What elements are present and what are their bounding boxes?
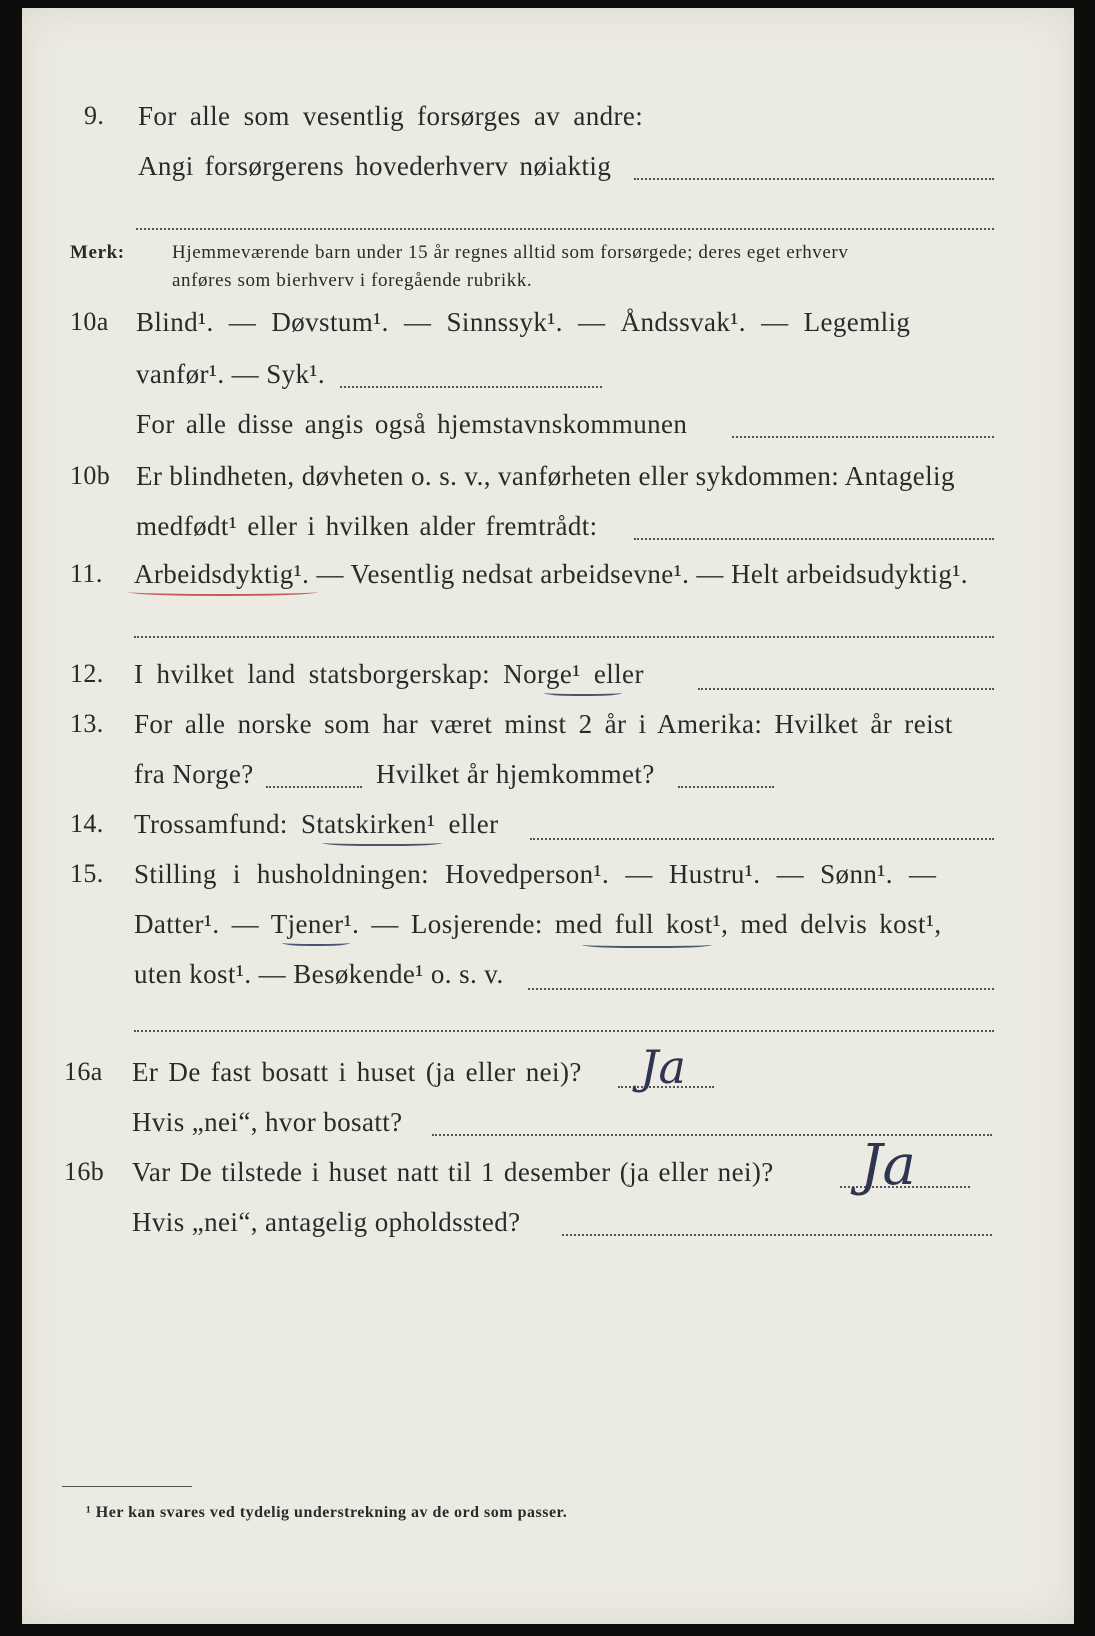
footnote-rule — [62, 1486, 192, 1487]
q10a-line2: vanfør¹. — Syk¹. — [136, 359, 326, 389]
q10b-answer-line[interactable] — [634, 538, 994, 540]
q14-line1: Trossamfund: Statskirken¹ eller — [134, 809, 499, 839]
q14-number: 14. — [70, 809, 104, 838]
census-form-page — [22, 8, 1074, 1624]
q9-number: 9. — [84, 101, 105, 130]
q16b-line2: Hvis „nei“, antagelig opholdssted? — [132, 1207, 521, 1237]
q16a-handwritten-answer: Ja — [640, 1040, 686, 1094]
q16b-line1: Var De tilstede i huset natt til 1 desember (ja eller nei)? — [132, 1157, 774, 1187]
q9-line1: For alle som vesentlig forsørges av andre: — [138, 101, 644, 131]
q12-number: 12. — [70, 659, 104, 688]
q15-line1: Stilling i husholdningen: Hovedperson¹. — Hustru¹. — Sønn¹. — — [134, 859, 937, 889]
q15-tjener-mark — [282, 938, 350, 946]
q9-line2: Angi forsørgerens hovederhverv nøiaktig — [138, 151, 612, 181]
q15-answer-line[interactable] — [528, 988, 994, 990]
q10b-line2: medfødt¹ eller i hvilken alder fremtrådt: — [136, 511, 598, 541]
q11-line1: Arbeidsdyktig¹. — Vesentlig nedsat arbeidsevne¹. — Helt arbeidsudyktig¹. — [134, 559, 968, 589]
footnote-text: ¹ Her kan svares ved tydelig understrekning av de ord som passer. — [86, 1504, 568, 1521]
q13-line2b: Hvilket år hjemkommet? — [376, 759, 655, 789]
q11-number: 11. — [70, 559, 103, 588]
q16b-opphold-line[interactable] — [562, 1234, 992, 1236]
q14-answer-line[interactable] — [530, 838, 994, 840]
q10b-number: 10b — [70, 461, 111, 490]
q15-number: 15. — [70, 859, 104, 888]
q13-line1: For alle norske som har været minst 2 år i Amerika: Hvilket år reist — [134, 709, 953, 739]
q15-line2: Datter¹. — Tjener¹. — Losjerende: med full kost¹, med delvis kost¹, — [134, 909, 942, 939]
q10a-line1: Blind¹. — Døvstum¹. — Sinnssyk¹. — Åndssvak¹. — Legemlig — [136, 307, 911, 337]
merk-line1: Hjemmeværende barn under 15 år regnes alltid som forsørgede; deres eget erhverv — [172, 242, 849, 263]
q10b-line1: Er blindheten, døvheten o. s. v., vanførheten eller sykdommen: Antagelig — [136, 461, 955, 491]
q15-fullkost-mark — [582, 940, 712, 948]
q11-extra-line[interactable] — [134, 636, 994, 638]
q9-extra-line[interactable] — [136, 228, 994, 230]
q10a-number: 10a — [70, 307, 109, 336]
q12-underline-mark — [544, 688, 622, 696]
q13-number: 13. — [70, 709, 104, 738]
q16a-number: 16a — [64, 1057, 103, 1086]
merk-label: Merk: — [70, 242, 125, 263]
q16b-number: 16b — [64, 1157, 105, 1186]
q12-answer-line[interactable] — [698, 688, 994, 690]
q9-answer-line[interactable] — [634, 178, 994, 180]
q16a-line1: Er De fast bosatt i huset (ja eller nei)? — [132, 1057, 582, 1087]
q16b-handwritten-answer: Ja — [860, 1133, 916, 1198]
merk-line2: anføres som bierhverv i foregående rubrikk. — [172, 270, 533, 291]
q15-line3: uten kost¹. — Besøkende¹ o. s. v. — [134, 959, 504, 989]
q10a-line3: For alle disse angis også hjemstavnskommunen — [136, 409, 688, 439]
q13-line2a: fra Norge? — [134, 759, 254, 789]
q10a-answer-line[interactable] — [340, 386, 602, 388]
q10a-kommune-line[interactable] — [732, 436, 994, 438]
q16a-line2: Hvis „nei“, hvor bosatt? — [132, 1107, 403, 1137]
q14-underline-mark — [322, 838, 442, 846]
q13-hjem-line[interactable] — [678, 786, 774, 788]
q15-extra-line[interactable] — [134, 1030, 994, 1032]
q11-underline-mark — [128, 588, 318, 596]
q13-reist-line[interactable] — [266, 786, 362, 788]
q12-line1: I hvilket land statsborgerskap: Norge¹ eller — [134, 659, 644, 689]
